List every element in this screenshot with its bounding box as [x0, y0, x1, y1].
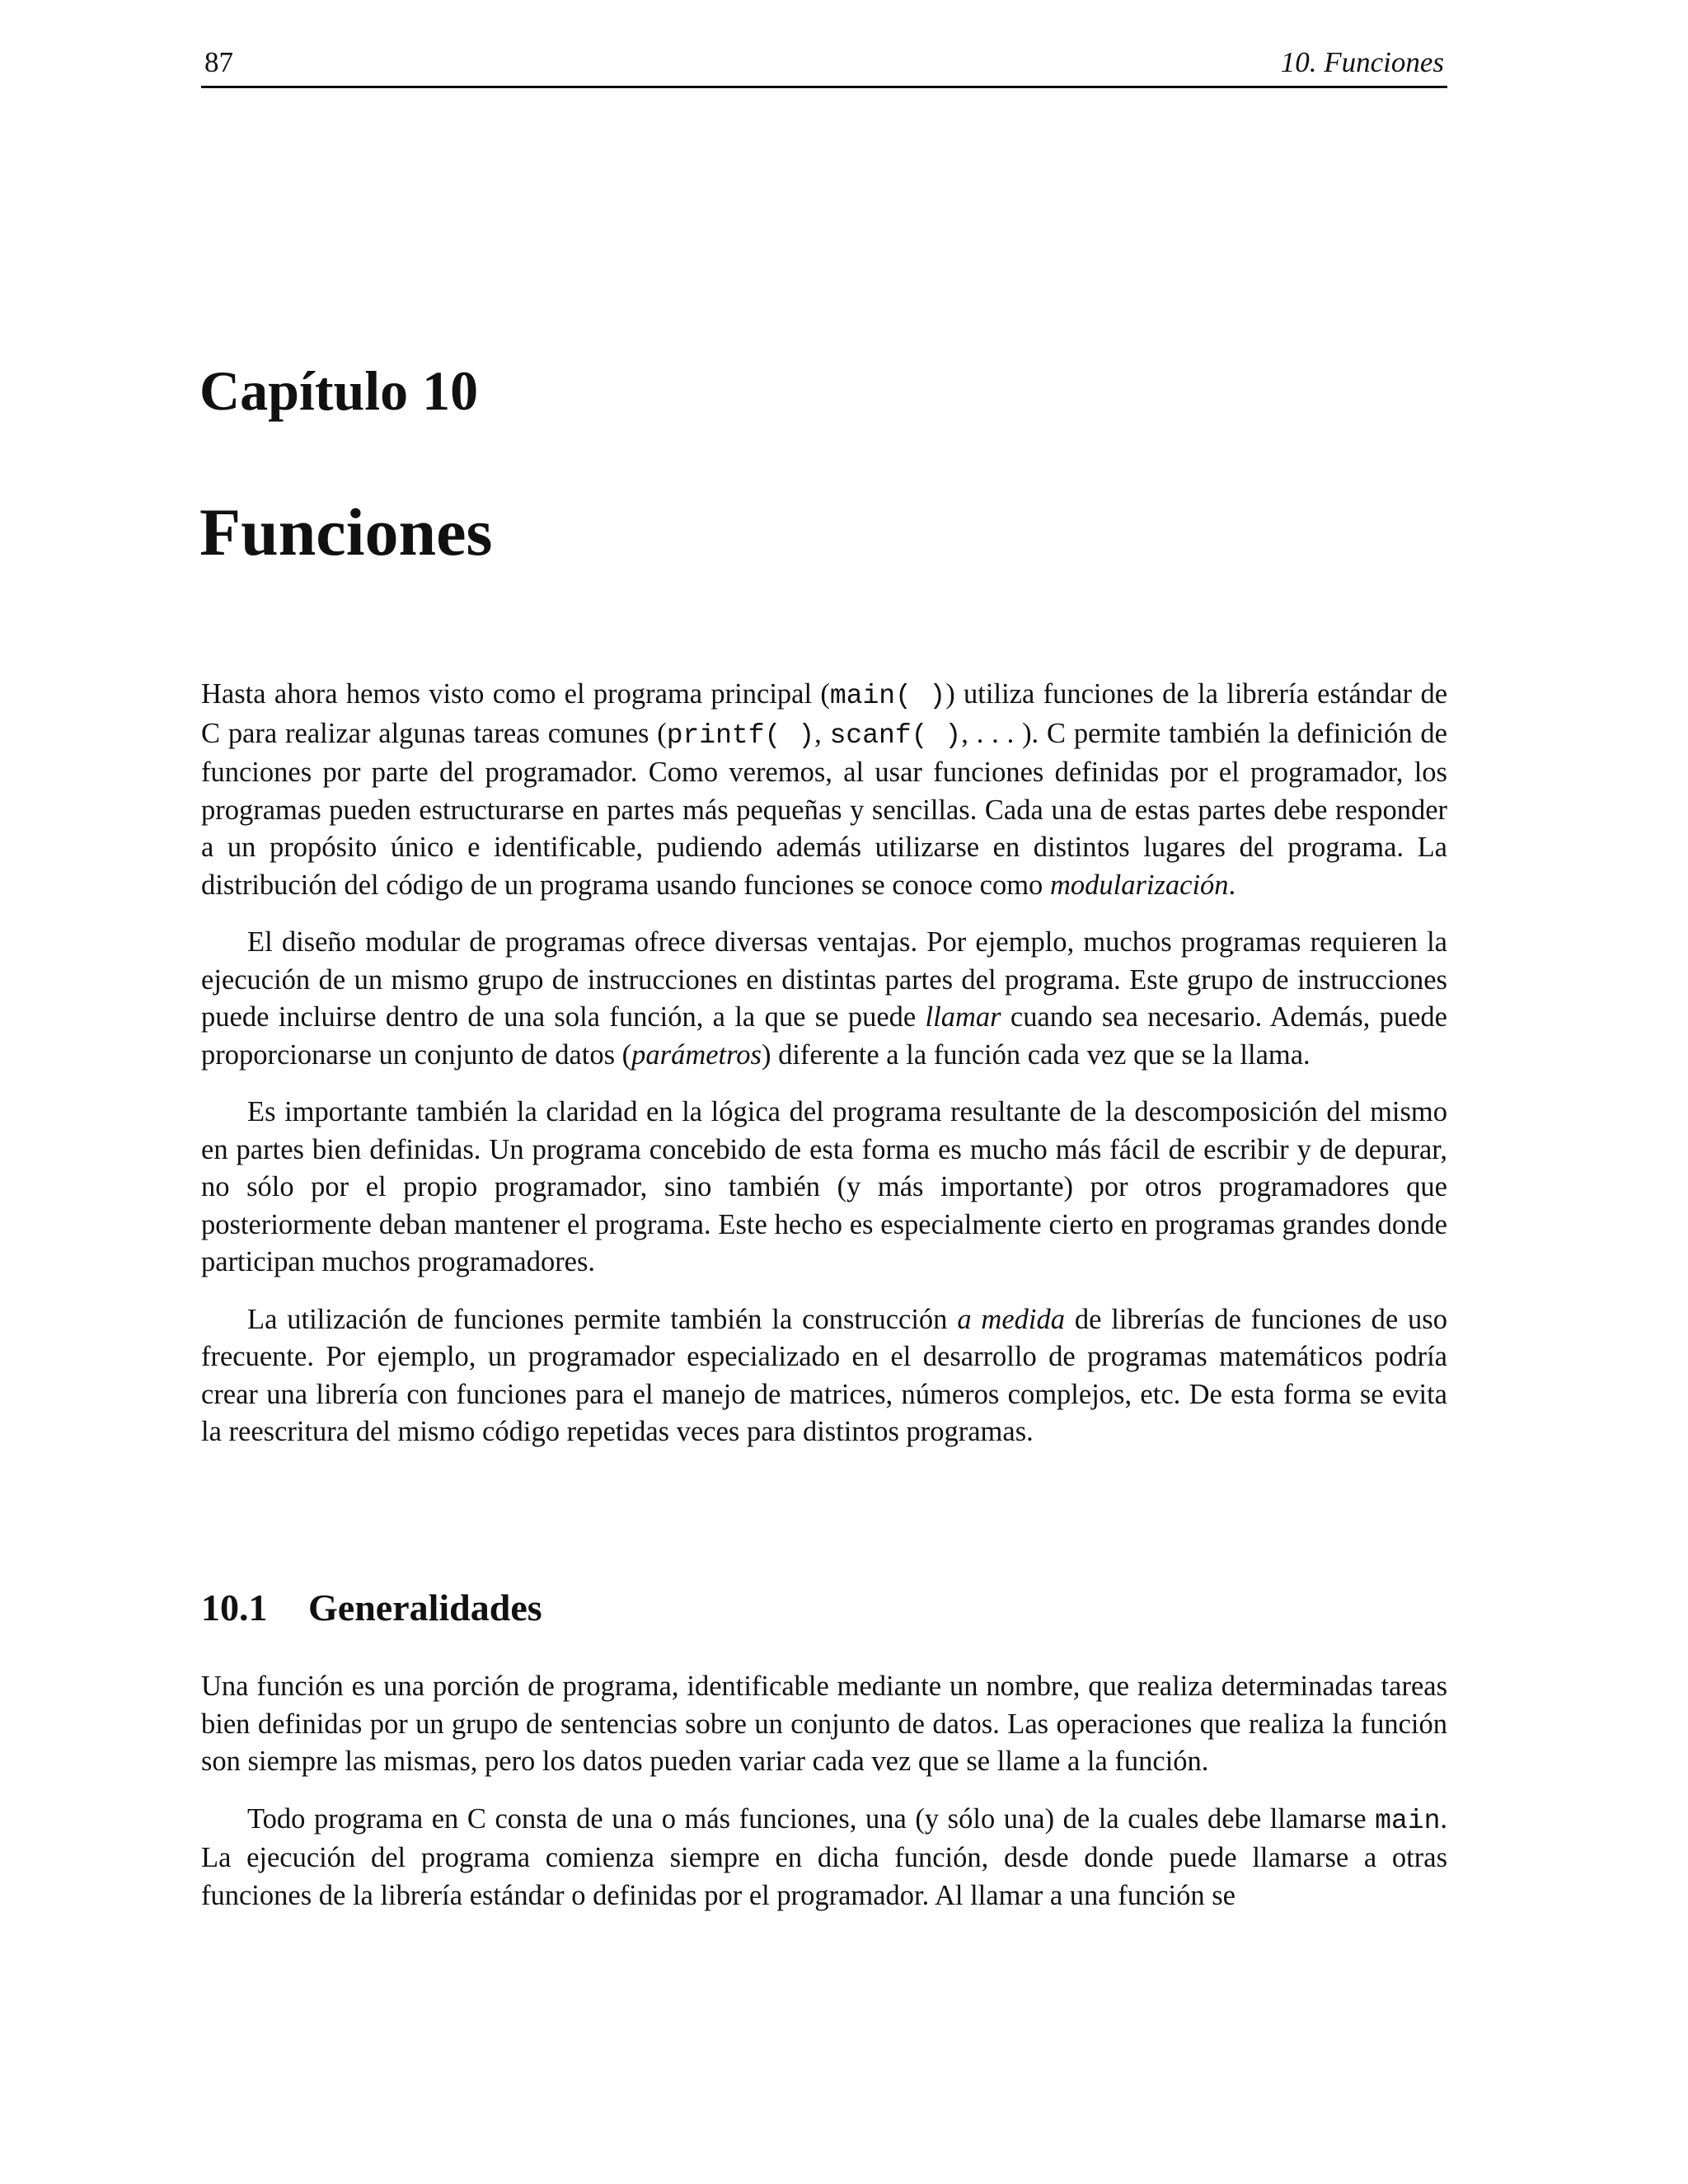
section-heading — [201, 1586, 542, 1629]
section-number: 10.1 — [201, 1586, 268, 1629]
section-paragraph-2 — [201, 1801, 1447, 1915]
intro-paragraph-3: Es importante también la claridad en la lógica del programa resultante de la descomposición del mismo en partes bien definidas. Un programa concebido de esta forma es mucho más fácil de escribir y de depurar, no sólo por el propio programador, sino también (y más importante) por otros programadores que posteriormente deban mantener el programa. Este hecho es especialmente cierto en programas grandes donde participan muchos programadores. — [201, 1096, 1447, 1277]
text-run: Hasta ahora hemos visto como el programa principal ( — [201, 678, 830, 710]
text-run: ) utiliza funciones de la librería estándar de C para realizar algunas tareas comunes ( — [201, 678, 1448, 749]
emphasis-llamar: llamar — [925, 1001, 1001, 1033]
chapter-label: Capítulo 10 — [199, 359, 479, 422]
page-number: 87 — [204, 46, 233, 78]
code-scanf: scanf( ) — [829, 719, 962, 751]
emphasis-modularizacion: modularización — [1049, 869, 1229, 901]
code-printf: printf( ) — [666, 719, 815, 751]
intro-paragraph-4 — [201, 1301, 1447, 1451]
text-run: . La ejecución del programa comienza siempre en dicha función, desde donde puede llamarse a otras funciones de la librería estándar o definidas por el programador. Al llamar a una función se — [201, 1802, 1447, 1911]
text-run: . — [1228, 869, 1236, 901]
chapter-title: Funciones — [199, 494, 493, 569]
text-run: Todo programa en C consta de una o más funciones, una (y sólo una) de la cuales debe llamarse — [247, 1802, 1376, 1835]
chapter-intro — [201, 676, 1447, 1471]
intro-paragraph-2 — [201, 924, 1447, 1074]
section-body — [201, 1668, 1447, 1934]
text-run: , — [814, 717, 830, 749]
emphasis-a-medida: a medida — [957, 1303, 1065, 1335]
text-run: de librerías de funciones de uso frecuente. Por ejemplo, un programador especializado en el desarrollo de programas matemáticos podría crear una librería con funciones para el manejo de matrices, números complejos, etc. De esta forma se evita la reescritura del mismo código repetidas veces para distintos programas. — [201, 1303, 1447, 1447]
running-header — [201, 43, 1447, 88]
section-paragraph-1: Una función es una porción de programa, identificable mediante un nombre, que realiza determinadas tareas bien definidas por un grupo de sentencias sobre un conjunto de datos. Las operaciones que realiza la función son siempre las mismas, pero los datos pueden variar cada vez que se llame a la función. — [201, 1671, 1447, 1777]
text-run: cuando sea necesario. Además, puede proporcionarse un conjunto de datos ( — [201, 1001, 1447, 1071]
intro-paragraph-1 — [201, 676, 1447, 904]
text-run: La utilización de funciones permite también la construcción — [247, 1303, 958, 1335]
text-run: , . . . ). C permite también la definición de funciones por parte del programador. Como veremos, al usar funciones definidas por el programador, los programas pueden estructurarse en partes más pequeñas y sencillas. Cada una de estas partes debe responder a un propósito único e identificable, pudiendo además utilizarse en distintos lugares del programa. La distribución del código de un programa usando funciones se conoce como — [201, 717, 1447, 901]
code-main: main — [1375, 1805, 1441, 1836]
running-title: 10. Funciones — [1280, 46, 1444, 78]
code-main-call: main( ) — [829, 681, 946, 711]
emphasis-parametros: parámetros — [631, 1038, 762, 1071]
section-title: Generalidades — [308, 1586, 542, 1629]
text-run: ) diferente a la función cada vez que se la llama. — [761, 1038, 1311, 1071]
text-run: El diseño modular de programas ofrece diversas ventajas. Por ejemplo, muchos programas requieren la ejecución de un mismo grupo de instrucciones en distintas partes del programa. Este grupo de instrucciones puede incluirse dentro de una sola función, a la que se puede — [201, 926, 1447, 1033]
